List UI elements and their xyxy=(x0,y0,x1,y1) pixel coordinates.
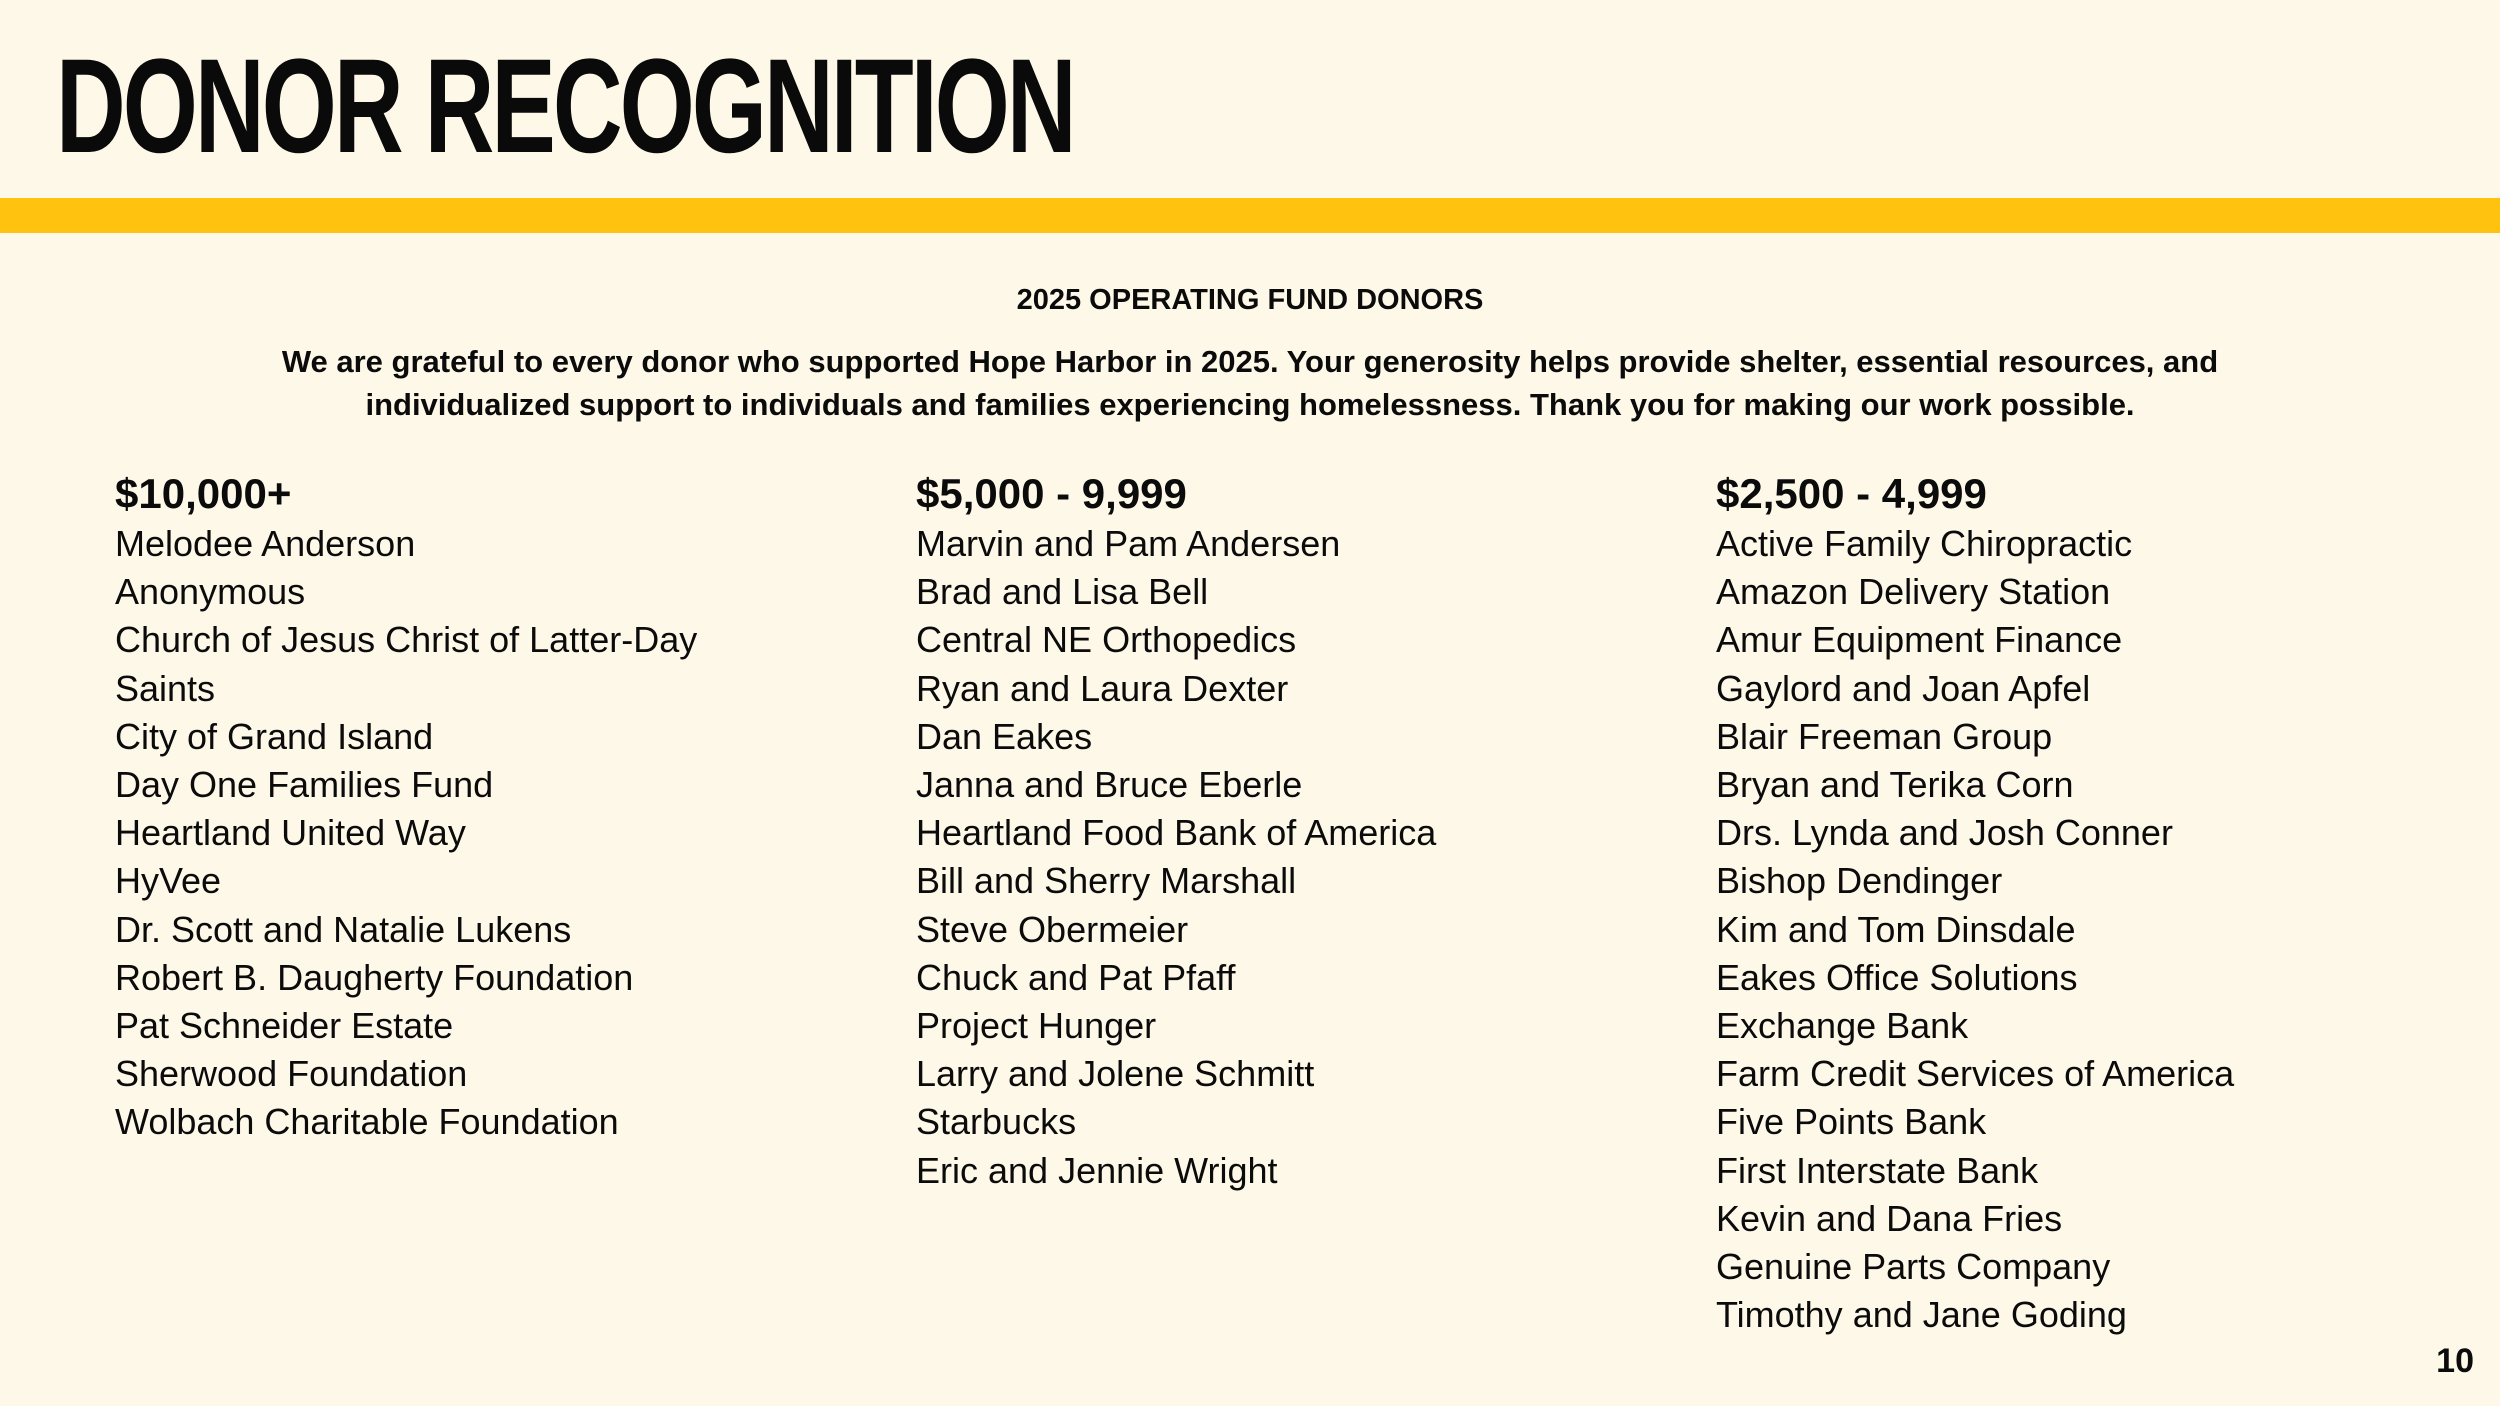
donor-list xyxy=(916,520,1676,1195)
tier-heading: $2,500 - 4,999 xyxy=(1716,470,1987,517)
donor-name: Amazon Delivery Station xyxy=(1716,571,2111,613)
donor-name: Bryan and Terika Corn xyxy=(1716,764,2074,806)
donor-name: Exchange Bank xyxy=(1716,1005,1969,1047)
section-heading: 2025 OPERATING FUND DONORS xyxy=(1016,284,1484,316)
donor-name: Eric and Jennie Wright xyxy=(916,1149,1278,1191)
donor-name: Heartland Food Bank of America xyxy=(916,812,1437,854)
donor-name: Ryan and Laura Dexter xyxy=(916,667,1289,709)
donor-name: City of Grand Island xyxy=(115,715,434,757)
donor-name: Pat Schneider Estate xyxy=(115,1005,454,1047)
donor-name: Starbucks xyxy=(916,1101,1077,1143)
intro-paragraph: We are grateful to every donor who supported Hope Harbor in 2025. Your generosity helps provide shelter, essential resources, and individualized support to individuals and families experiencing homelessness. Thank you for making our work possible. xyxy=(281,344,2219,422)
donor-name: Eakes Office Solutions xyxy=(1716,956,2078,998)
donor-name: Melodee Anderson xyxy=(115,523,416,564)
tier-heading: $10,000+ xyxy=(115,470,292,517)
donor-name: Bill and Sherry Marshall xyxy=(916,860,1297,902)
donor-name: Steve Obermeier xyxy=(916,908,1189,950)
donor-name: Amur Equipment Finance xyxy=(1716,619,2123,661)
page-number: 10 xyxy=(2436,1342,2474,1380)
donor-name: Blair Freeman Group xyxy=(1716,715,2053,757)
donor-name: Five Points Bank xyxy=(1716,1101,1987,1143)
donor-name: HyVee xyxy=(115,860,222,902)
donor-name: Active Family Chiropractic xyxy=(1716,523,2133,564)
donor-name: Genuine Parts Company xyxy=(1716,1246,2111,1288)
donor-list xyxy=(115,520,875,1147)
donor-name: Larry and Jolene Schmitt xyxy=(916,1053,1315,1095)
donor-name: Sherwood Foundation xyxy=(115,1053,468,1095)
donor-name: Chuck and Pat Pfaff xyxy=(916,956,1236,998)
tier-heading: $5,000 - 9,999 xyxy=(916,470,1187,517)
donor-name: Dan Eakes xyxy=(916,715,1093,757)
donor-name: First Interstate Bank xyxy=(1716,1149,2039,1191)
donor-name: Central NE Orthopedics xyxy=(916,619,1297,661)
donor-name: Bishop Dendinger xyxy=(1716,860,2003,902)
donor-name: Kim and Tom Dinsdale xyxy=(1716,908,2076,950)
donor-name: Dr. Scott and Natalie Lukens xyxy=(115,908,572,950)
donor-name: Project Hunger xyxy=(916,1005,1157,1047)
donor-list xyxy=(1716,520,2476,1339)
accent-bar xyxy=(0,198,2500,233)
donor-column-tier-1 xyxy=(115,468,875,1147)
donor-name: Robert B. Daugherty Foundation xyxy=(115,956,634,998)
donor-name: Timothy and Jane Goding xyxy=(1716,1294,2127,1336)
donor-column-tier-3 xyxy=(1716,468,2476,1339)
donor-name: Kevin and Dana Fries xyxy=(1716,1197,2063,1239)
page-title: DONOR RECOGNITION xyxy=(56,32,1074,181)
donor-name: Farm Credit Services of America xyxy=(1716,1053,2235,1095)
donor-name: Church of Jesus Christ of Latter-Day Saints xyxy=(115,619,698,709)
donor-name: Janna and Bruce Eberle xyxy=(916,764,1303,806)
donor-name: Gaylord and Joan Apfel xyxy=(1716,667,2091,709)
donor-name: Drs. Lynda and Josh Conner xyxy=(1716,812,2173,854)
donor-name: Wolbach Charitable Foundation xyxy=(115,1101,619,1143)
donor-column-tier-2 xyxy=(916,468,1676,1195)
donor-name: Heartland United Way xyxy=(115,812,466,854)
donor-name: Marvin and Pam Andersen xyxy=(916,523,1341,564)
donor-name: Brad and Lisa Bell xyxy=(916,571,1209,613)
donor-name: Day One Families Fund xyxy=(115,764,494,806)
donor-name: Anonymous xyxy=(115,571,306,613)
